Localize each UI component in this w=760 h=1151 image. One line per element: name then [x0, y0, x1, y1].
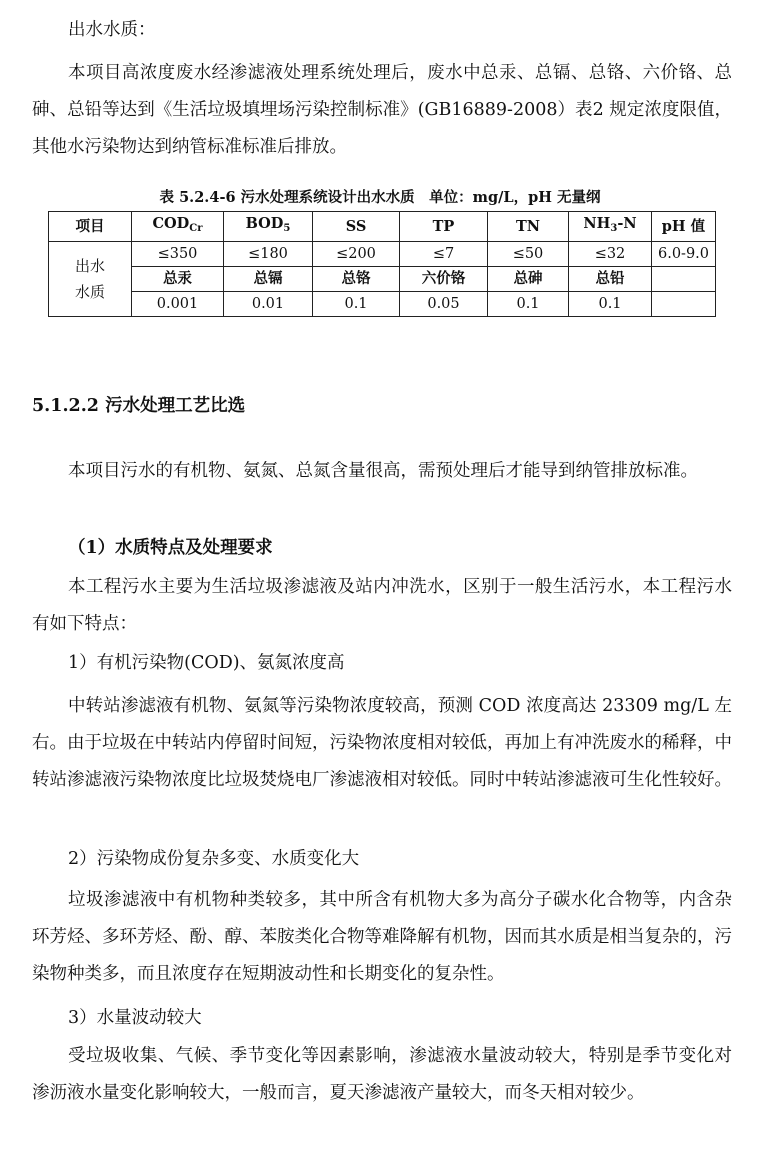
table-cell: 总镉 — [224, 267, 313, 292]
table-cell: 总铅 — [569, 267, 652, 292]
table-row — [49, 242, 716, 267]
effluent-quality-table — [48, 211, 716, 317]
table-cell: ≤50 — [488, 242, 569, 267]
row-label-line2: 水质 — [74, 283, 105, 301]
table-row — [49, 267, 716, 292]
item-2-title: 2）污染物成份复杂多变、水质变化大 — [68, 849, 360, 869]
item-3-title: 3）水量波动较大 — [68, 1008, 202, 1028]
header-bod-sub: 5 — [283, 223, 291, 234]
table-cell: ≤200 — [313, 242, 400, 267]
section-paragraph-2: 本工程污水主要为生活垃圾渗滤液及站内冲洗水，区别于一般生活污水，本工程污水有如下特点： — [32, 577, 732, 634]
header-nh-sub: 3 — [610, 223, 618, 234]
header-nh-main: NH — [583, 215, 611, 232]
item-2-body: 垃圾渗滤液中有机物种类较多，其中所含有机物大多为高分子碳水化合物等，内含杂环芳烃、多环芳烃、酚、醇、苯胺类化合物等难降解有机物，因而其水质是相当复杂的，污染物种类多，而且浓度存在短期波动性和长期变化的复杂性。 — [32, 890, 732, 984]
effluent-quality-paragraph: 本项目高浓度废水经渗滤液处理系统处理后，废水中总汞、总镉、总铬、六价铬、总砷、总铅等达到《生活垃圾填埋场污染控制标准》(GB16889-2008）表2 规定浓度限值，其他水污染物达到纳管标准标准后排放。 — [32, 63, 732, 157]
table-cell: 六价铬 — [400, 267, 488, 292]
header-tp: TP — [400, 212, 488, 242]
row-label-line1: 出水 — [74, 257, 105, 275]
header-ss: SS — [313, 212, 400, 242]
header-ph: pH 值 — [652, 212, 716, 242]
header-cod-main: COD — [152, 215, 190, 232]
table-cell: 总铬 — [313, 267, 400, 292]
table-cell: 0.1 — [488, 292, 569, 317]
header-tn: TN — [488, 212, 569, 242]
header-bod-main: BOD — [245, 215, 284, 232]
table-cell-empty — [652, 267, 716, 292]
table-cell: 0.1 — [313, 292, 400, 317]
header-nh3n — [569, 212, 652, 242]
header-bod — [224, 212, 313, 242]
header-nh-tail: -N — [617, 215, 637, 232]
table-cell-empty — [652, 292, 716, 317]
header-cod — [132, 212, 224, 242]
item-1-title: 1）有机污染物(COD)、氨氮浓度高 — [68, 653, 345, 673]
header-cod-sub: Cr — [189, 223, 203, 234]
table-cell: 6.0-9.0 — [652, 242, 716, 267]
section-heading: 5.1.2.2 污水处理工艺比选 — [32, 396, 246, 416]
table-cell: 0.001 — [132, 292, 224, 317]
effluent-quality-label: 出水水质： — [68, 20, 156, 40]
table-cell: 0.01 — [224, 292, 313, 317]
subsection-heading: （1）水质特点及处理要求 — [68, 538, 273, 558]
table-cell: 0.1 — [569, 292, 652, 317]
table-header-row — [49, 212, 716, 242]
item-1-body: 中转站渗滤液有机物、氨氮等污染物浓度较高，预测 COD 浓度高达 23309 mg/L 左右。由于垃圾在中转站内停留时间短，污染物浓度相对较低，再加上有冲洗废水的稀释，中转站渗滤液污染物浓度比垃圾焚烧电厂渗滤液相对较低。同时中转站渗滤液可生化性较好。 — [32, 696, 732, 790]
table-cell: 总砷 — [488, 267, 569, 292]
row-label-effluent — [49, 242, 132, 317]
table-cell: ≤7 — [400, 242, 488, 267]
item-3-body: 受垃圾收集、气候、季节变化等因素影响，渗滤液水量波动较大，特别是季节变化对渗沥液水量变化影响较大，一般而言，夏天渗滤液产量较大，而冬天相对较少。 — [32, 1046, 732, 1103]
table-row — [49, 292, 716, 317]
table-cell: ≤180 — [224, 242, 313, 267]
table-cell: 总汞 — [132, 267, 224, 292]
section-paragraph-1: 本项目污水的有机物、氨氮、总氮含量很高，需预处理后才能导到纳管排放标准。 — [68, 461, 698, 481]
table-caption: 表 5.2.4-6 污水处理系统设计出水水质 单位：mg/L，pH 无量纲 — [159, 189, 601, 206]
table-cell: 0.05 — [400, 292, 488, 317]
table-cell: ≤32 — [569, 242, 652, 267]
header-item: 项目 — [49, 212, 132, 242]
table-cell: ≤350 — [132, 242, 224, 267]
